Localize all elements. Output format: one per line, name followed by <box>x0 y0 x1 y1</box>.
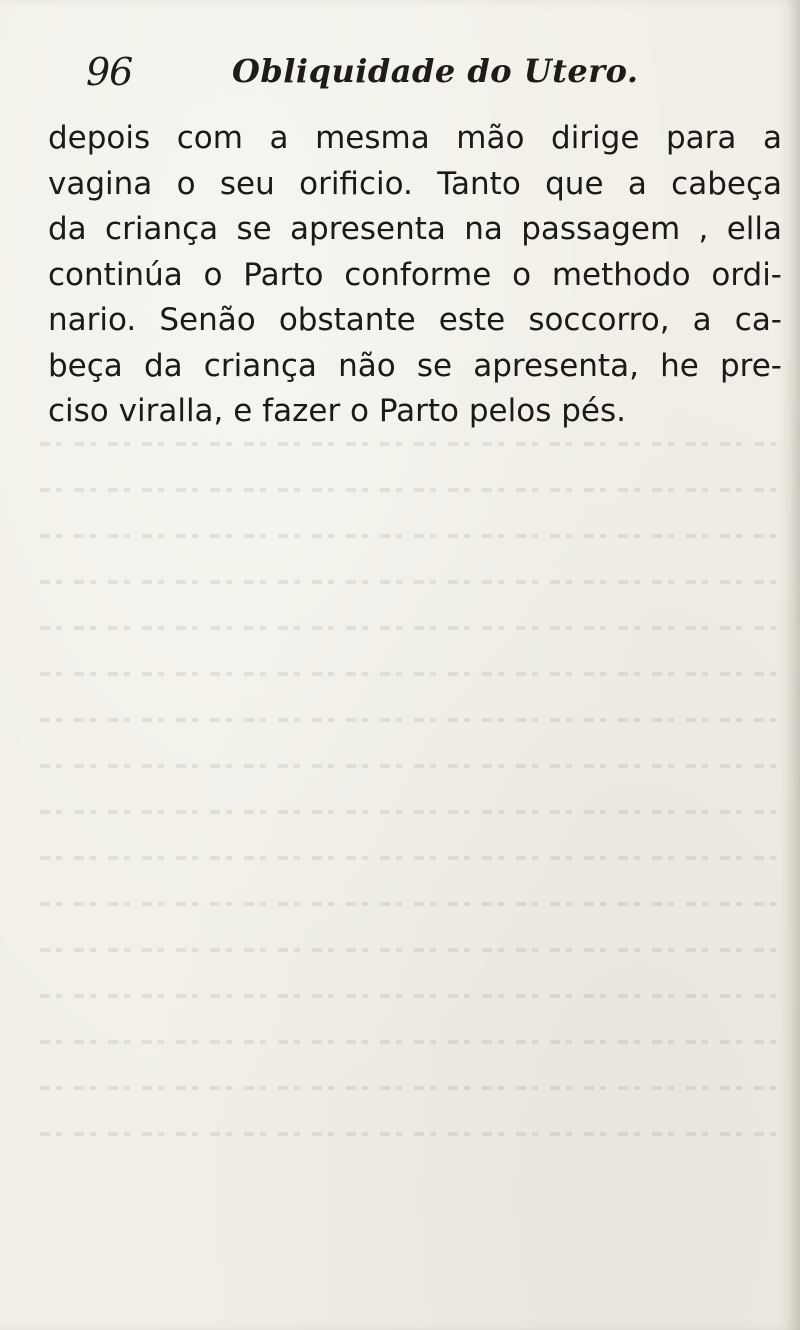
bleed-through-line <box>40 1110 780 1156</box>
bleed-through-line <box>40 834 780 880</box>
bleed-through-line <box>40 880 780 926</box>
bleed-through-texture <box>40 420 780 1180</box>
text-line: ciso viralla, e fazer o Parto pelos pés. <box>48 393 626 429</box>
body-paragraph <box>48 116 788 435</box>
bleed-through-line <box>40 650 780 696</box>
bleed-through-line <box>40 926 780 972</box>
bleed-through-line <box>40 1064 780 1110</box>
text-line: beça da criança não se apresenta, he pre- <box>48 347 782 384</box>
bleed-through-line <box>40 558 780 604</box>
page-number: 96 <box>86 50 133 94</box>
text-line: vagina o seu orificio. Tanto que a cabeça <box>48 165 782 202</box>
page-header <box>0 48 800 108</box>
text-line: depois com a mesma mão dirige para a <box>48 120 782 156</box>
bleed-through-line <box>40 742 780 788</box>
bleed-through-line <box>40 512 780 558</box>
bleed-through-line <box>40 466 780 512</box>
bleed-through-line <box>40 1018 780 1064</box>
bleed-through-line <box>40 604 780 650</box>
bleed-through-line <box>40 788 780 834</box>
bleed-through-line <box>40 972 780 1018</box>
bleed-through-line <box>40 696 780 742</box>
text-line: continúa o Parto conforme o methodo ordi- <box>48 256 782 293</box>
text-line: nario. Senão obstante este soccorro, a ca- <box>48 302 782 338</box>
running-title: Obliquidade do Utero. <box>232 52 639 90</box>
text-line: da criança se apresenta na passagem , ella <box>48 211 782 247</box>
